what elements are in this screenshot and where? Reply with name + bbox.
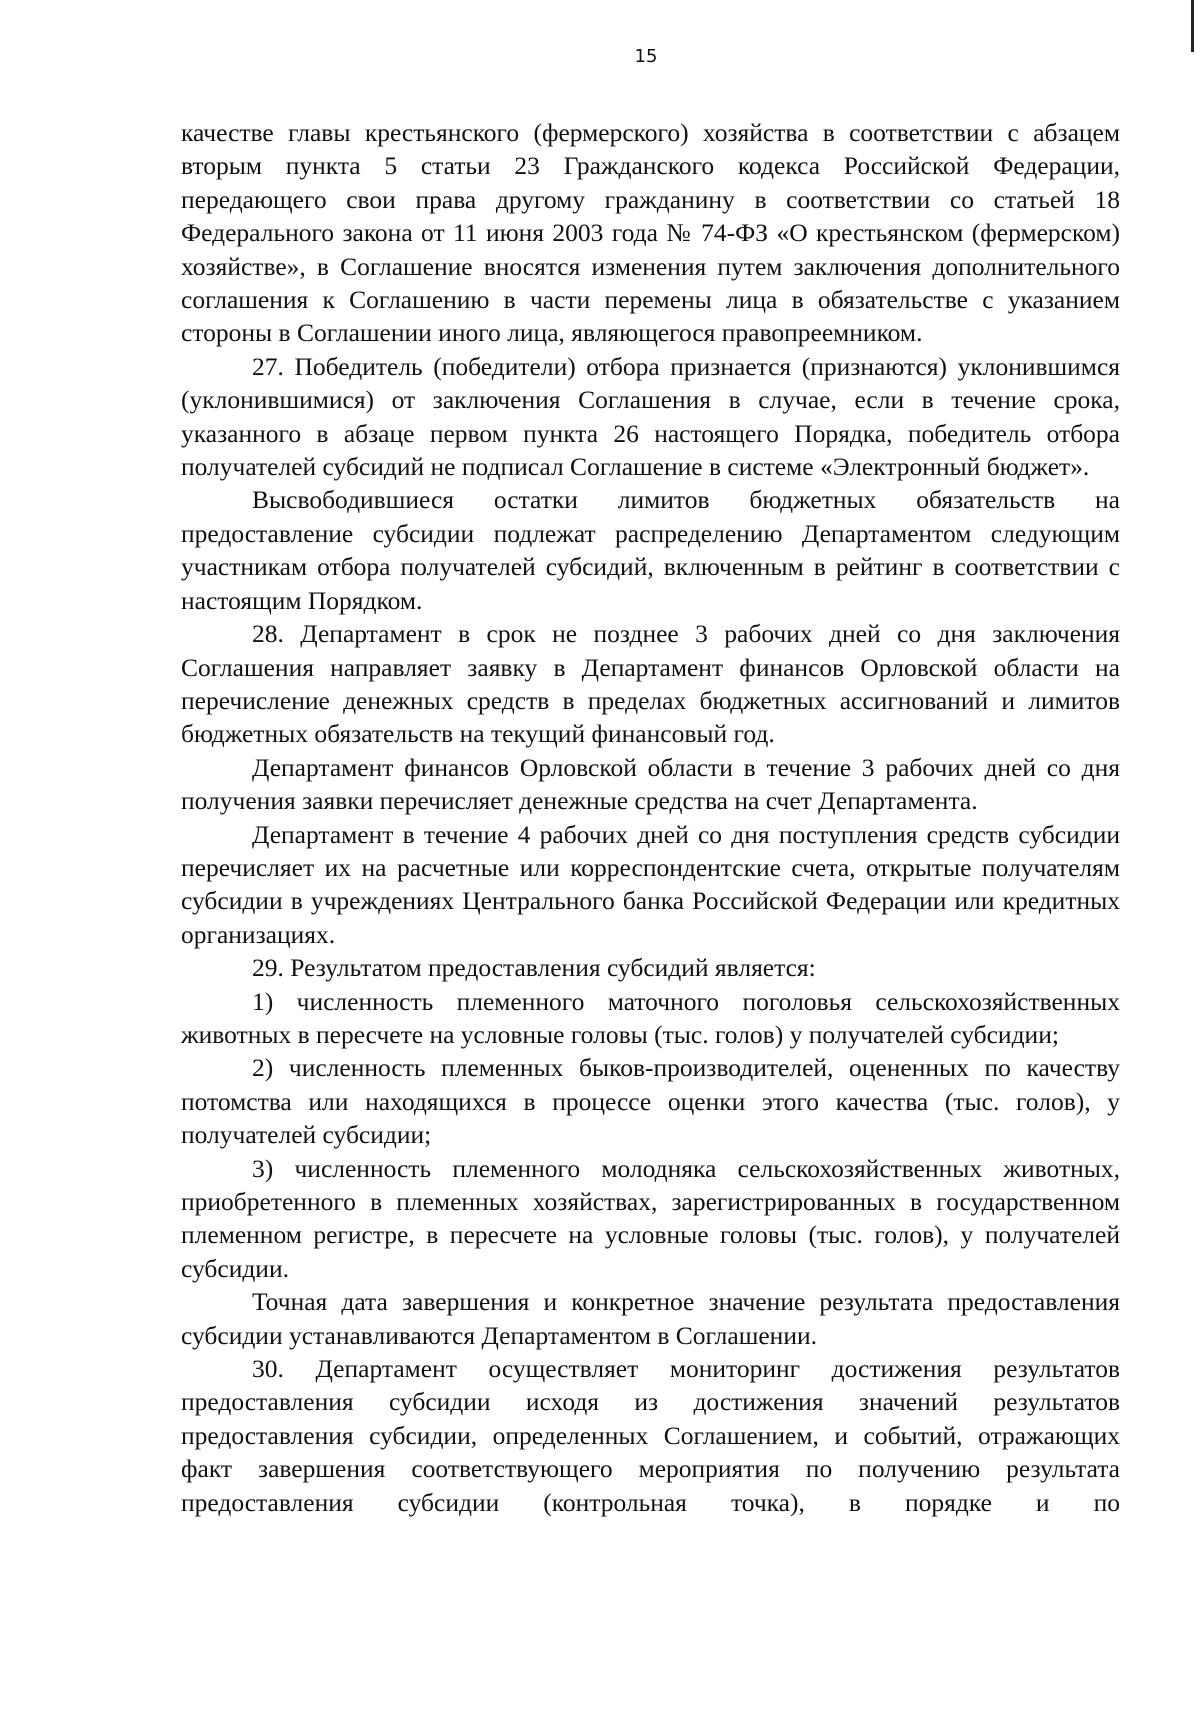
- paragraph-29-item-1: 1) численность племенного маточного поголовья сельскохозяйственных животных в пересчете на условные головы (тыс. голов) у получателей субсидии;: [181, 986, 1120, 1049]
- paragraph-27: 27. Победитель (победители) отбора признается (признаются) уклонившимся (уклонившимися) от заключения Соглашения в случае, если в течение срока, указанного в абзаце первом пункта 26 настоящего Порядка, победитель отбора получателей субсидий не подписал Соглашение в системе «Электронный бюджет».: [181, 351, 1120, 482]
- paragraph-30: 30. Департамент осуществляет мониторинг достижения результатов предоставления субсидии исходя из достижения значений результатов предоставления субсидии, определенных Соглашением, и событий, отражающих факт завершения соответствующего мероприятия по получению результата предоставления субсидии (контрольная точка), в порядке и по: [181, 1354, 1120, 1517]
- paragraph-29: 29. Результатом предоставления субсидий является:: [252, 953, 816, 983]
- document-body: [181, 116, 1120, 1519]
- paragraph-29-item-2: 2) численность племенных быков-производителей, оцененных по качеству потомства или находящихся в процессе оценки этого качества (тыс. голов), у получателей субсидии;: [181, 1053, 1120, 1150]
- paragraph-continuation: качестве главы крестьянского (фермерского) хозяйства в соответствии с абзацем вторым пункта 5 статьи 23 Гражданского кодекса Российской Федерации, передающего свои права другому гражданину в соответствии со статьей 18 Федерального закона от 11 июня 2003 года № 74-ФЗ «О крестьянском (фермерском) хозяйстве», в Соглашение вносятся изменения путем заключения дополнительного соглашения к Соглашению в части перемены лица в обязательстве с указанием стороны в Соглашении иного лица, являющегося правопреемником.: [181, 118, 1120, 348]
- scan-edge-mark: [1191, 0, 1194, 52]
- paragraph-27-limits: Высвободившиеся остатки лимитов бюджетных обязательств на предоставление субсидии подлежат распределению Департаментом следующим участникам отбора получателей субсидий, включенным в рейтинг в соответствии с настоящим Порядком.: [181, 485, 1120, 615]
- paragraph-28-transfer: Департамент в течение 4 рабочих дней со дня поступления средств субсидии перечисляет их на расчетные или корреспондентские счета, открытые получателям субсидии в учреждениях Центрального банка Российской Федерации или кредитных организациях.: [181, 819, 1120, 949]
- paragraph-29-date: Точная дата завершения и конкретное значение результата предоставления субсидии устанавливаются Департаментом в Соглашении.: [181, 1287, 1120, 1350]
- page-number: 15: [634, 46, 658, 67]
- paragraph-28-finance: Департамент финансов Орловской области в течение 3 рабочих дней со дня получения заявки перечисляет денежные средства на счет Департамента.: [181, 752, 1120, 816]
- paragraph-28: 28. Департамент в срок не позднее 3 рабочих дней со дня заключения Соглашения направляет заявку в Департамент финансов Орловской области на перечисление денежных средств в пределах бюджетных ассигнований и лимитов бюджетных обязательств на текущий финансовый год.: [181, 619, 1120, 749]
- paragraph-29-item-3: 3) численность племенного молодняка сельскохозяйственных животных, приобретенного в племенных хозяйствах, зарегистрированных в государственном племенном регистре, в пересчете на условные головы (тыс. голов), у получателей субсидии.: [181, 1153, 1120, 1283]
